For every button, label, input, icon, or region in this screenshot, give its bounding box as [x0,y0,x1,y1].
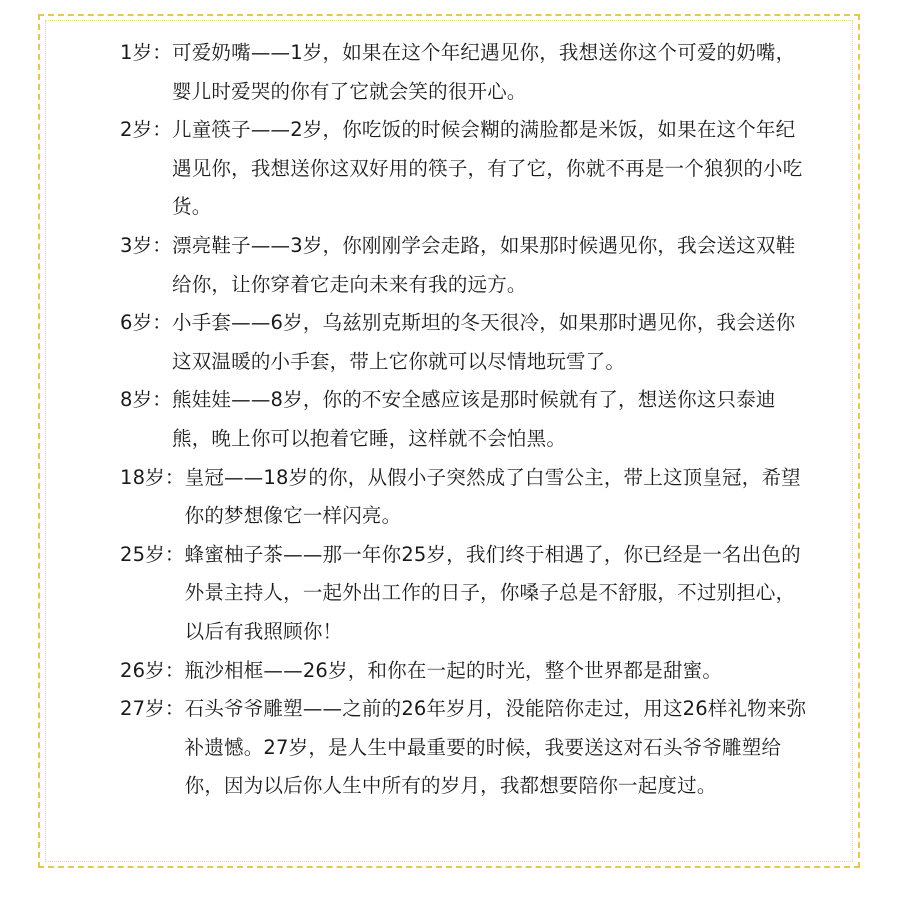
list-item [120,459,810,536]
list-item [120,111,810,227]
age-label: 25岁： [120,542,185,566]
list-item [120,652,810,691]
entry-text: 石头爷爷雕塑——之前的26年岁月，没能陪你走过，用这26样礼物来弥补遗憾。27岁，是人生中最重要的时候，我要送这对石头爷爷雕塑给你，因为以后你人生中所有的岁月，我都想要陪你一起度过。 [184,697,807,798]
age-label: 6岁： [120,311,173,335]
entry-text: 蜂蜜柚子茶——那一年你25岁，我们终于相遇了，你已经是一名出色的外景主持人，一起外出工作的日子，你嗓子总是不舒服，不过别担心，以后有我照顾你！ [184,542,801,643]
list-item [120,34,810,111]
entry-text: 可爱奶嘴——1岁，如果在这个年纪遇见你，我想送你这个可爱的奶嘴，婴儿时爱哭的你有了它就会笑的很开心。 [172,41,796,103]
list-item [120,690,810,806]
entry-text: 小手套——6岁，乌兹别克斯坦的冬天很冷，如果那时遇见你，我会送你这双温暖的小手套，带上它你就可以尽情地玩雪了。 [172,311,796,373]
age-label: 8岁： [120,388,173,412]
list-item [120,227,810,304]
age-label: 27岁： [120,697,185,721]
age-label: 1岁： [120,41,173,64]
entry-text: 熊娃娃——8岁，你的不安全感应该是那时候就有了，想送你这只泰迪熊，晚上你可以抱着它睡，这样就不会怕黑。 [172,388,776,450]
age-label: 3岁： [120,233,173,257]
entry-text: 皇冠——18岁的你，从假小子突然成了白雪公主，带上这顶皇冠，希望你的梦想像它一样闪亮。 [184,465,801,528]
list-item [120,381,810,458]
list-item [120,304,810,381]
entry-text: 瓶沙相框——26岁，和你在一起的时光，整个世界都是甜蜜。 [184,658,723,682]
entry-text: 漂亮鞋子——3岁，你刚刚学会走路，如果那时候遇见你，我会送这双鞋给你，让你穿着它走向未来有我的远方。 [172,233,796,296]
gift-list [120,34,810,806]
entry-text: 儿童筷子——2岁，你吃饭的时候会糊的满脸都是米饭，如果在这个年纪遇见你，我想送你这双好用的筷子，有了它，你就不再是一个狼狈的小吃货。 [172,118,803,219]
age-label: 18岁： [120,465,185,489]
age-label: 2岁： [120,118,173,142]
age-label: 26岁： [120,658,185,682]
list-item [120,536,810,652]
